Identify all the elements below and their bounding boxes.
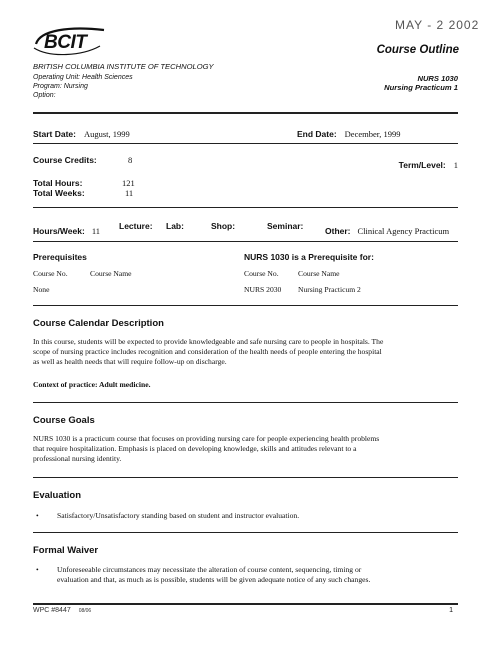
footer-date: 08/06 xyxy=(78,608,92,614)
prereq-for-row-name: Nursing Practicum 2 xyxy=(298,285,361,294)
start-date-value: August, 1999 xyxy=(83,129,130,139)
context-of-practice: Context of practice: Adult medicine. xyxy=(33,380,151,389)
total-weeks-value: 11 xyxy=(125,188,134,198)
prereq-col-no: Course No. xyxy=(33,269,68,278)
evaluation-heading: Evaluation xyxy=(33,490,82,501)
prereq-rule xyxy=(33,305,458,306)
bullet-icon: • xyxy=(36,565,39,574)
end-date xyxy=(297,124,401,142)
prerequisites-heading: Prerequisites xyxy=(33,252,87,262)
credits-label: Course Credits: xyxy=(33,155,97,165)
seminar-label: Seminar: xyxy=(267,221,304,231)
other-value: Clinical Agency Practicum xyxy=(357,226,450,236)
waiver-line-1: Unforeseeable circumstances may necessitate the alteration of course content, sequencing, timing or xyxy=(57,565,362,574)
term-level xyxy=(399,155,458,173)
dates-rule xyxy=(33,143,458,144)
term-label: Term/Level: xyxy=(398,160,446,170)
hours-week xyxy=(33,221,100,239)
lab-label: Lab: xyxy=(166,221,184,231)
operating-unit: Operating Unit: Health Sciences xyxy=(33,74,133,81)
goals-line-1: NURS 1030 is a practicum course that focuses on providing nursing care for people experiencing health problems xyxy=(33,434,380,443)
course-title: Nursing Practicum 1 xyxy=(384,83,458,92)
start-date-label: Start Date: xyxy=(33,129,76,139)
goals-line-3: professional nursing identity. xyxy=(33,454,122,463)
prereq-col-name: Course Name xyxy=(90,269,132,278)
waiver-heading: Formal Waiver xyxy=(33,545,99,556)
calendar-line-2: scope of nursing practice includes recognition and consideration of the health needs of people entering the hospital xyxy=(33,347,382,356)
evaluation-item xyxy=(33,511,458,521)
received-stamp: MAY - 2 2002 xyxy=(395,18,480,32)
header-rule xyxy=(33,112,458,114)
calendar-line-3: as well as health needs that will require follow-up on discharge. xyxy=(33,357,227,366)
page-number: 1 xyxy=(449,607,453,614)
prereq-for-row-no: NURS 2030 xyxy=(244,285,282,294)
bcit-logo xyxy=(30,24,110,60)
goals-heading: Course Goals xyxy=(33,415,95,426)
end-date-label: End Date: xyxy=(297,129,337,139)
prereq-for-col-no: Course No. xyxy=(244,269,279,278)
end-date-value: December, 1999 xyxy=(344,129,401,139)
hours-week-value: 11 xyxy=(91,226,100,236)
prereq-for-col-name: Course Name xyxy=(298,269,340,278)
bullet-icon: • xyxy=(36,511,39,520)
waiver-item xyxy=(33,565,458,585)
hours-week-label: Hours/Week: xyxy=(33,226,85,236)
evaluation-rule xyxy=(33,532,458,533)
calendar-line-1: In this course, students will be expected to provide knowledgeable and safe nursing care to people in hospitals. The xyxy=(33,337,384,346)
term-value: 1 xyxy=(453,160,458,170)
option: Option: xyxy=(33,92,56,99)
footer-rule xyxy=(33,603,458,605)
total-weeks-label: Total Weeks: xyxy=(33,188,85,198)
goals-rule xyxy=(33,477,458,478)
start-date xyxy=(33,124,130,142)
course-code: NURS 1030 xyxy=(417,74,458,83)
waiver-line-2: evaluation and that, as much as is possible, students will be given adequate notice of any such changes. xyxy=(57,575,371,584)
shop-label: Shop: xyxy=(211,221,236,231)
goals-text xyxy=(33,434,458,464)
calendar-heading: Course Calendar Description xyxy=(33,318,164,329)
hours-week-rule xyxy=(33,241,458,242)
goals-line-2: that require hospitalization. Emphasis is placed on developing knowledge, skills and attitudes relevant to a xyxy=(33,444,357,453)
evaluation-item-text: Satisfactory/Unsatisfactory standing based on student and instructor evaluation. xyxy=(57,511,300,520)
calendar-text xyxy=(33,337,458,367)
other-hours xyxy=(325,221,449,239)
program: Program: Nursing xyxy=(33,83,88,90)
total-hours-label: Total Hours: xyxy=(33,178,83,188)
prereq-row-no: None xyxy=(33,285,50,294)
logo-text: BCIT xyxy=(44,32,87,53)
institution-name: BRITISH COLUMBIA INSTITUTE OF TECHNOLOGY xyxy=(33,62,214,71)
doc-type-title: Course Outline xyxy=(376,44,459,56)
lecture-label: Lecture: xyxy=(119,221,153,231)
calendar-rule xyxy=(33,402,458,403)
footer-doc-number: WPC #8447 xyxy=(33,607,71,614)
credits-value: 8 xyxy=(128,155,133,165)
other-label: Other: xyxy=(325,226,351,236)
footer-id xyxy=(33,607,91,614)
prereq-for-heading: NURS 1030 is a Prerequisite for: xyxy=(244,252,374,262)
hours-rule xyxy=(33,207,458,208)
total-hours-value: 121 xyxy=(122,178,135,188)
